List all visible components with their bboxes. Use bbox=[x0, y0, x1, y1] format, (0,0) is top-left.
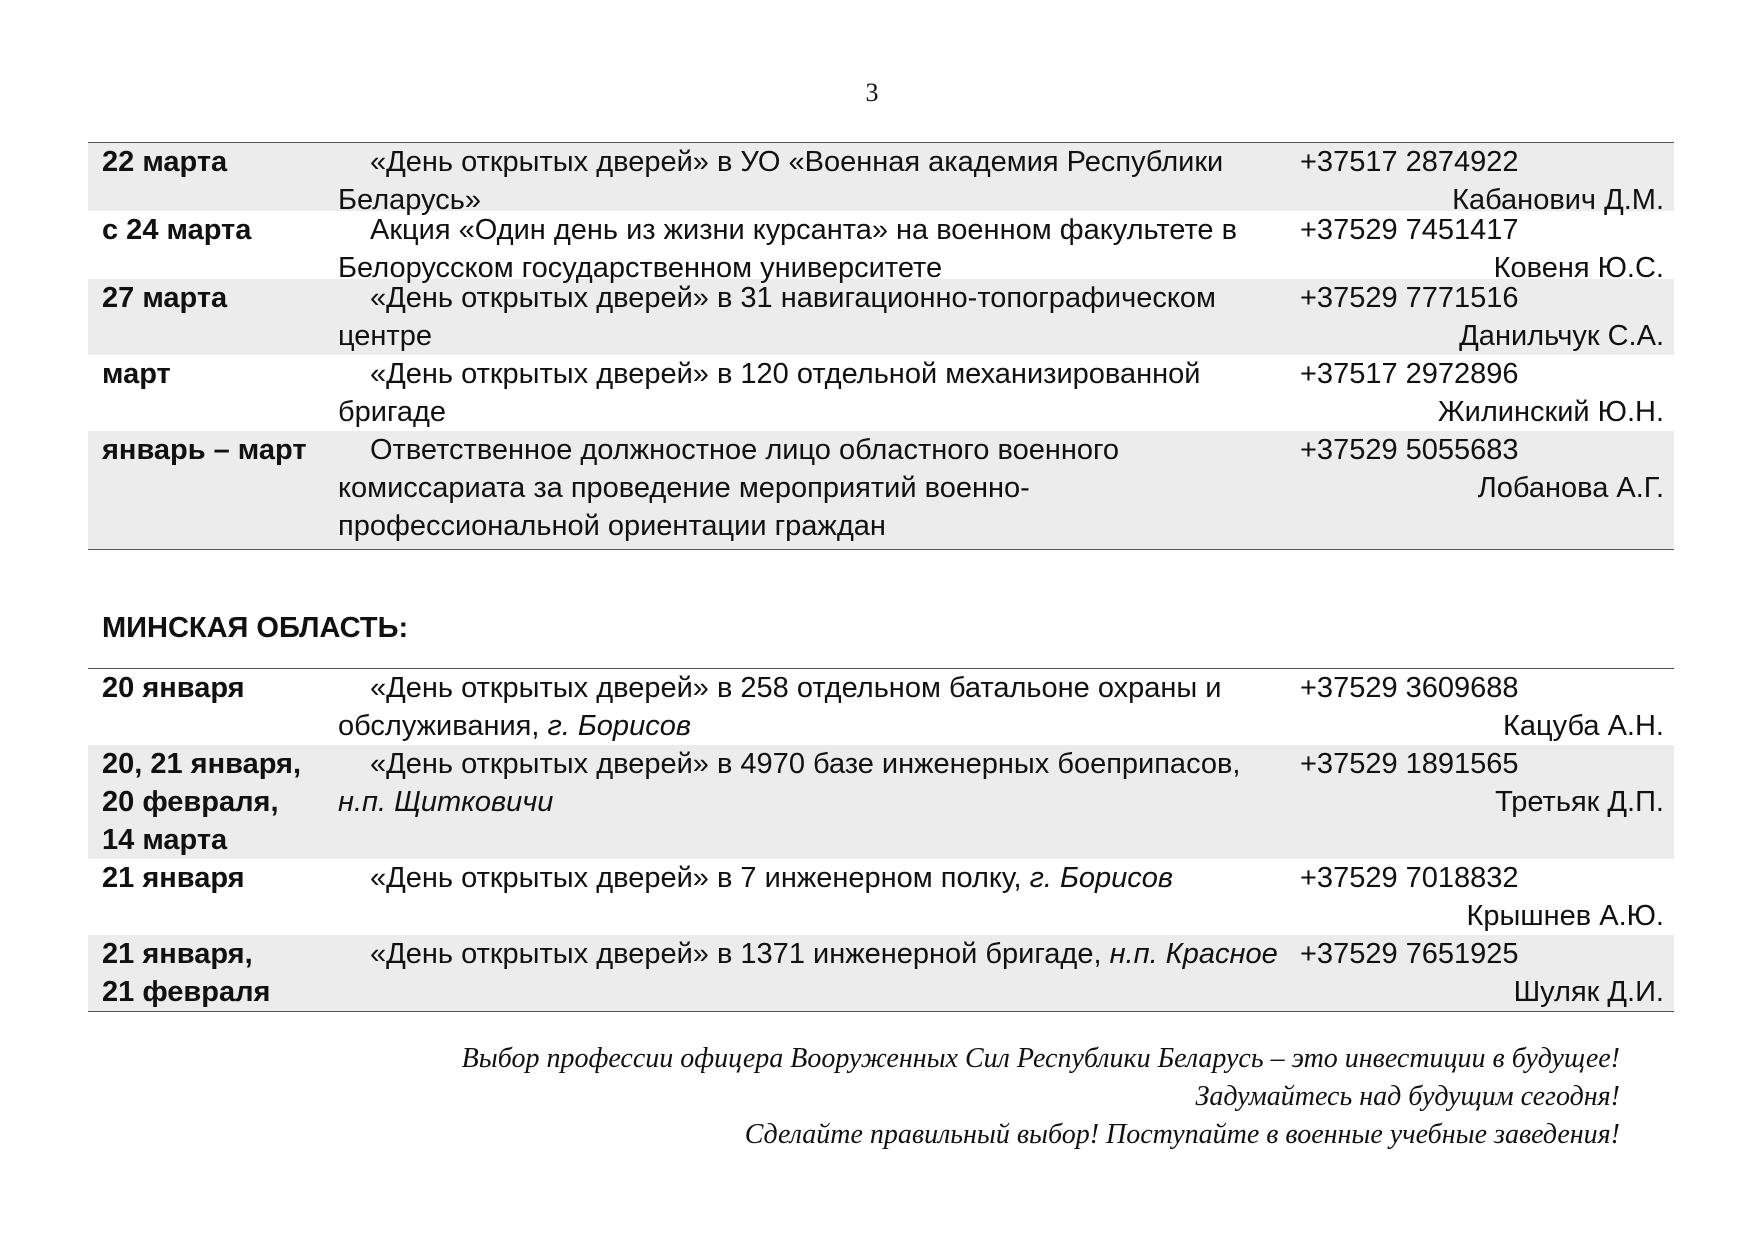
event-contact bbox=[1300, 143, 1674, 216]
table-row bbox=[88, 355, 1674, 431]
contact-phone: +37529 5055683 bbox=[1300, 434, 1519, 466]
event-date: 21 января, 21 февраля bbox=[102, 938, 271, 1008]
event-text: «День открытых дверей» в 4970 базе инженерных боеприпасов, bbox=[370, 748, 1241, 780]
event-contact bbox=[1300, 935, 1674, 1011]
table-row bbox=[88, 745, 1674, 859]
event-text: «День открытых дверей» в 31 навигационно-топографическом центре bbox=[338, 282, 1216, 352]
event-description bbox=[338, 355, 1300, 431]
page-number: 3 bbox=[865, 78, 879, 107]
event-date: март bbox=[102, 358, 171, 390]
event-text: «День открытых дверей» в 258 отдельном батальоне охраны и обслуживания, bbox=[338, 672, 1222, 742]
contact-person: Шуляк Д.И. bbox=[1513, 976, 1664, 1008]
contact-phone: +37529 3609688 bbox=[1300, 672, 1519, 704]
contact-person: Ковеня Ю.С. bbox=[1493, 252, 1664, 284]
closing-line: Выбор профессии офицера Вооруженных Сил Республики Беларусь – это инвестиции в будущее! bbox=[461, 1043, 1620, 1074]
event-description bbox=[338, 935, 1300, 1011]
event-location: н.п. Красное bbox=[1109, 938, 1278, 970]
contact-person: Лобанова А.Г. bbox=[1477, 472, 1664, 504]
event-contact bbox=[1300, 279, 1674, 355]
contact-person: Крышнев А.Ю. bbox=[1466, 900, 1664, 932]
event-text: Акция «Один день из жизни курсанта» на военном факультете в Белорусском государственном университете bbox=[338, 214, 1238, 284]
event-description bbox=[338, 279, 1300, 355]
event-contact bbox=[1300, 745, 1674, 859]
region-title: МИНСКАЯ ОБЛАСТЬ: bbox=[102, 612, 409, 644]
event-date: 20, 21 января, 20 февраля, 14 марта bbox=[102, 748, 302, 856]
contact-person: Кацуба А.Н. bbox=[1503, 710, 1664, 742]
contact-person: Жилинский Ю.Н. bbox=[1437, 396, 1664, 428]
table-row bbox=[88, 935, 1674, 1011]
contact-person: Данильчук С.А. bbox=[1459, 320, 1664, 352]
event-text: «День открытых дверей» в 1371 инженерной бригаде, bbox=[370, 938, 1102, 970]
event-description bbox=[338, 859, 1300, 935]
table-row bbox=[88, 211, 1674, 284]
contact-person: Третьяк Д.П. bbox=[1495, 786, 1664, 818]
event-location: г. Борисов bbox=[1029, 862, 1174, 894]
event-contact bbox=[1300, 355, 1674, 431]
events-table-2 bbox=[88, 668, 1674, 1012]
table-row bbox=[88, 279, 1674, 355]
event-date: 22 марта bbox=[102, 146, 228, 178]
contact-phone: +37517 2972896 bbox=[1300, 358, 1519, 390]
event-text: Ответственное должностное лицо областного военного комиссариата за проведение мероприятий военно-профессиональной ориентации граждан bbox=[338, 434, 1120, 542]
contact-phone: +37529 7771516 bbox=[1300, 282, 1519, 314]
event-date: 20 января bbox=[102, 672, 245, 704]
table-row bbox=[88, 143, 1674, 216]
event-text: «День открытых дверей» в 7 инженерном полку, bbox=[370, 862, 1022, 894]
contact-phone: +37529 7018832 bbox=[1300, 862, 1519, 894]
event-contact bbox=[1300, 431, 1674, 549]
event-date: 27 марта bbox=[102, 282, 228, 314]
event-date: январь – март bbox=[102, 434, 307, 466]
event-location: г. Борисов bbox=[547, 710, 691, 742]
event-contact bbox=[1300, 211, 1674, 284]
event-date: с 24 марта bbox=[102, 214, 252, 246]
contact-phone: +37529 7451417 bbox=[1300, 214, 1519, 246]
table-row bbox=[88, 669, 1674, 745]
event-contact bbox=[1300, 669, 1674, 745]
table-row bbox=[88, 431, 1674, 549]
contact-phone: +37517 2874922 bbox=[1300, 146, 1519, 178]
closing-slogan bbox=[462, 1040, 1620, 1154]
event-location: н.п. Щитковичи bbox=[338, 786, 554, 818]
event-contact bbox=[1300, 859, 1674, 935]
event-text: «День открытых дверей» в УО «Военная академия Республики Беларусь» bbox=[338, 146, 1224, 216]
closing-line: Задумайтесь над будущим сегодня! bbox=[1195, 1081, 1620, 1112]
event-text: «День открытых дверей» в 120 отдельной механизированной бригаде bbox=[338, 358, 1201, 428]
event-description bbox=[338, 431, 1300, 549]
event-date: 21 января bbox=[102, 862, 245, 894]
event-description bbox=[338, 143, 1300, 216]
contact-phone: +37529 7651925 bbox=[1300, 938, 1519, 970]
closing-line: Сделайте правильный выбор! Поступайте в военные учебные заведения! bbox=[744, 1119, 1620, 1150]
contact-phone: +37529 1891565 bbox=[1300, 748, 1519, 780]
events-table-1 bbox=[88, 142, 1674, 550]
event-description bbox=[338, 211, 1300, 284]
event-description bbox=[338, 745, 1300, 859]
table-row bbox=[88, 859, 1674, 935]
event-description bbox=[338, 669, 1300, 745]
contact-person: Кабанович Д.М. bbox=[1452, 184, 1664, 216]
